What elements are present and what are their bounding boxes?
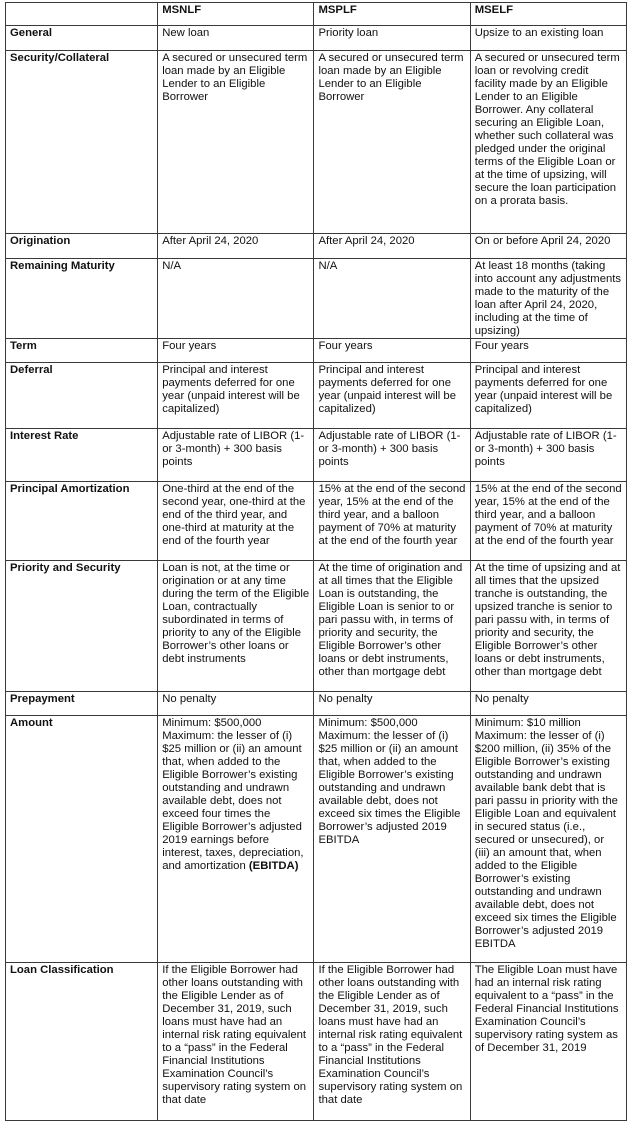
- cell-interest-msnlf: Adjustable rate of LIBOR (1- or 3-month) + 300 basis points: [158, 429, 314, 482]
- cell-amortization-msnlf: One-third at the end of the second year, one-third at the end of the third year, and one-third at maturity at the end of the fourth year: [158, 482, 314, 561]
- row-label-maturity: Remaining Maturity: [6, 259, 158, 339]
- table-row: [6, 26, 627, 51]
- cell-prepayment-mself: No penalty: [470, 692, 626, 716]
- cell-origination-msplf: After April 24, 2020: [314, 234, 470, 259]
- cell-general-msnlf: New loan: [158, 26, 314, 51]
- cell-origination-msnlf: After April 24, 2020: [158, 234, 314, 259]
- ebitda-term: (EBITDA): [248, 860, 299, 872]
- cell-loanclass-msnlf: If the Eligible Borrower had other loans outstanding with the Eligible Lender as of December 31, 2019, such loans must have had an internal risk rating equivalent to a “pass” in the Federal Financial Institutions Examination Council’s supervisory rating system on that date: [158, 963, 314, 1121]
- cell-security-msplf: A secured or unsecured term loan made by an Eligible Lender to an Eligible Borrower: [314, 51, 470, 234]
- table-row: [6, 963, 627, 1121]
- cell-interest-mself: Adjustable rate of LIBOR (1- or 3-month) + 300 basis points: [470, 429, 626, 482]
- cell-amortization-msplf: 15% at the end of the second year, 15% at the end of the third year, and a balloon payment of 70% at maturity at the end of the fourth year: [314, 482, 470, 561]
- facility-comparison-table: [5, 2, 627, 1121]
- cell-amortization-mself: 15% at the end of the second year, 15% at the end of the third year, and a balloon payment of 70% at maturity at the end of the fourth year: [470, 482, 626, 561]
- row-label-security: Security/Collateral: [6, 51, 158, 234]
- cell-general-msplf: Priority loan: [314, 26, 470, 51]
- table-row: [6, 429, 627, 482]
- cell-priority-mself: At the time of upsizing and at all times that the upsized tranche is outstanding, the upsized tranche is senior to pari passu with, in terms of priority and security, the Eligible Borrower’s other loans or debt instruments, other than mortgage debt: [470, 561, 626, 692]
- cell-amount-mself: Minimum: $10 million Maximum: the lesser of (i) $200 million, (ii) 35% of the Eligible Borrower’s existing outstanding and undrawn available bank debt that is pari passu in priority with the Eligible Loan and equivalent in secured status (i.e., secured or unsecured), or (iii) an amount that, when added to the Eligible Borrower’s existing outstanding and undrawn available debt, does not exceed six times the Eligible Borrower’s adjusted 2019 EBITDA: [470, 716, 626, 963]
- table-row: [6, 561, 627, 692]
- cell-deferral-msplf: Principal and interest payments deferred for one year (unpaid interest will be capitalized): [314, 363, 470, 429]
- header-blank: [6, 3, 158, 26]
- row-label-loanclass: Loan Classification: [6, 963, 158, 1121]
- cell-amount-msnlf: [158, 716, 314, 963]
- row-label-priority: Priority and Security: [6, 561, 158, 692]
- cell-general-mself: Upsize to an existing loan: [470, 26, 626, 51]
- cell-term-mself: Four years: [470, 339, 626, 363]
- cell-deferral-mself: Principal and interest payments deferred for one year (unpaid interest will be capitalized): [470, 363, 626, 429]
- header-msplf: MSPLF: [314, 3, 470, 26]
- cell-loanclass-msplf: If the Eligible Borrower had other loans outstanding with the Eligible Lender as of December 31, 2019, such loans must have had an internal risk rating equivalent to a “pass” in the Federal Financial Institutions Examination Council’s supervisory rating system on that date: [314, 963, 470, 1121]
- cell-priority-msnlf: Loan is not, at the time or origination or at any time during the term of the Eligible Loan, contractually subordinated in terms of priority to any of the Eligible Borrower’s other loans or debt instruments: [158, 561, 314, 692]
- row-label-amortization: Principal Amortization: [6, 482, 158, 561]
- table-row: [6, 234, 627, 259]
- row-label-origination: Origination: [6, 234, 158, 259]
- cell-prepayment-msplf: No penalty: [314, 692, 470, 716]
- cell-term-msnlf: Four years: [158, 339, 314, 363]
- row-label-amount: Amount: [6, 716, 158, 963]
- cell-maturity-msplf: N/A: [314, 259, 470, 339]
- amount-msnlf-text: Minimum: $500,000 Maximum: the lesser of (i) $25 million or (ii) an amount that, when added to the Eligible Borrower’s existing outstanding and undrawn available debt, does not exceed four times the Eligible Borrower’s adjusted 2019 earnings before interest, taxes, depreciation, and amortization: [162, 717, 304, 872]
- row-label-deferral: Deferral: [6, 363, 158, 429]
- cell-security-msnlf: A secured or unsecured term loan made by an Eligible Lender to an Eligible Borrower: [158, 51, 314, 234]
- table-row: [6, 363, 627, 429]
- cell-term-msplf: Four years: [314, 339, 470, 363]
- table-row: [6, 51, 627, 234]
- table-row: [6, 259, 627, 339]
- table-row: [6, 339, 627, 363]
- table-row: [6, 482, 627, 561]
- header-msnlf: MSNLF: [158, 3, 314, 26]
- cell-deferral-msnlf: Principal and interest payments deferred for one year (unpaid interest will be capitalized): [158, 363, 314, 429]
- table-row: [6, 716, 627, 963]
- cell-maturity-msnlf: N/A: [158, 259, 314, 339]
- row-label-general: General: [6, 26, 158, 51]
- cell-security-mself: A secured or unsecured term loan or revolving credit facility made by an Eligible Lender to an Eligible Borrower. Any collateral securing an Eligible Loan, whether such collateral was pledged under the original terms of the Eligible Loan or at the time of upsizing, will secure the loan participation on a prorata basis.: [470, 51, 626, 234]
- cell-prepayment-msnlf: No penalty: [158, 692, 314, 716]
- row-label-term: Term: [6, 339, 158, 363]
- table-row: [6, 692, 627, 716]
- row-label-interest: Interest Rate: [6, 429, 158, 482]
- cell-interest-msplf: Adjustable rate of LIBOR (1- or 3-month) + 300 basis points: [314, 429, 470, 482]
- header-mself: MSELF: [470, 3, 626, 26]
- table-header-row: [6, 3, 627, 26]
- cell-amount-msplf: Minimum: $500,000 Maximum: the lesser of (i) $25 million or (ii) an amount that, when added to the Eligible Borrower’s existing outstanding and undrawn available debt, does not exceed six times the Eligible Borrower’s adjusted 2019 EBITDA: [314, 716, 470, 963]
- cell-loanclass-mself: The Eligible Loan must have had an internal risk rating equivalent to a “pass” in the Federal Financial Institutions Examination Council’s supervisory rating system as of December 31, 2019: [470, 963, 626, 1121]
- row-label-prepayment: Prepayment: [6, 692, 158, 716]
- cell-origination-mself: On or before April 24, 2020: [470, 234, 626, 259]
- cell-priority-msplf: At the time of origination and at all times that the Eligible Loan is outstanding, the Eligible Loan is senior to or pari passu with, in terms of priority and security, the Eligible Borrower’s other loans or debt instruments, other than mortgage debt: [314, 561, 470, 692]
- cell-maturity-mself: At least 18 months (taking into account any adjustments made to the maturity of the loan after April 24, 2020, including at the time of upsizing): [470, 259, 626, 339]
